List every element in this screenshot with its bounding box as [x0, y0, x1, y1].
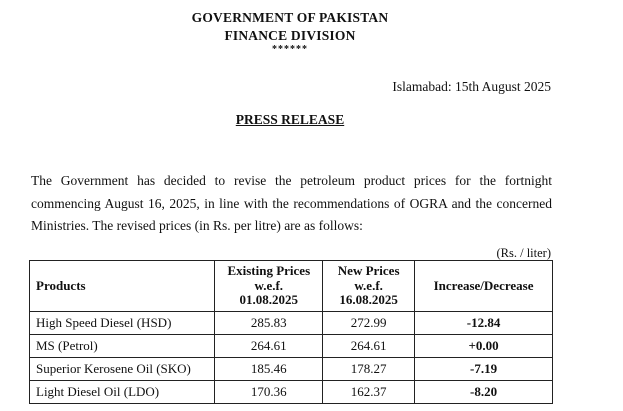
new-header-line: New Prices — [337, 263, 400, 279]
cell-existing-price: 264.61 — [215, 335, 323, 358]
cell-product: Superior Kerosene Oil (SKO) — [30, 358, 215, 381]
cell-new-price: 272.99 — [323, 312, 415, 335]
cell-product: High Speed Diesel (HSD) — [30, 312, 215, 335]
press-release-title: PRESS RELEASE — [235, 112, 345, 127]
body-paragraph: The Government has decided to revise the petroleum product prices for the fortnight commencing August 16, 2025, in line with the recommendations of OGRA and the concerned Ministries. The revised prices (in Rs. per litre) are as follows: — [31, 173, 552, 233]
table-row — [30, 312, 553, 335]
cell-existing-price: 170.36 — [215, 381, 323, 404]
header-division: FINANCE DIVISION — [224, 28, 356, 43]
unit-note: (Rs. / liter) — [496, 246, 551, 260]
cell-change: -12.84 — [415, 312, 553, 335]
table-row — [30, 335, 553, 358]
table-row — [30, 381, 553, 404]
new-header-line: 16.08.2025 — [339, 292, 398, 308]
header-stars: ****** — [272, 44, 308, 55]
cell-product: MS (Petrol) — [30, 335, 215, 358]
cell-new-price: 264.61 — [323, 335, 415, 358]
cell-new-price: 162.37 — [323, 381, 415, 404]
header-government: GOVERNMENT OF PAKISTAN — [191, 10, 389, 25]
existing-header-line: 01.08.2025 — [239, 292, 299, 308]
cell-new-price: 178.27 — [323, 358, 415, 381]
cell-change: -7.19 — [415, 358, 553, 381]
new-header-line: w.e.f. — [354, 277, 383, 293]
table-header-row — [30, 261, 553, 312]
cell-product: Light Diesel Oil (LDO) — [30, 381, 215, 404]
col-header-change: Increase/Decrease — [415, 261, 553, 312]
cell-change: +0.00 — [415, 335, 553, 358]
dateline: Islamabad: 15th August 2025 — [392, 79, 551, 94]
table-row — [30, 358, 553, 381]
existing-header-line: w.e.f. — [254, 277, 284, 293]
cell-existing-price: 185.46 — [215, 358, 323, 381]
price-table — [29, 260, 553, 404]
col-header-existing — [215, 261, 323, 312]
cell-existing-price: 285.83 — [215, 312, 323, 335]
col-header-new — [323, 261, 415, 312]
col-header-products: Products — [30, 261, 215, 312]
existing-header-line: Existing Prices — [227, 263, 311, 279]
cell-change: -8.20 — [415, 381, 553, 404]
